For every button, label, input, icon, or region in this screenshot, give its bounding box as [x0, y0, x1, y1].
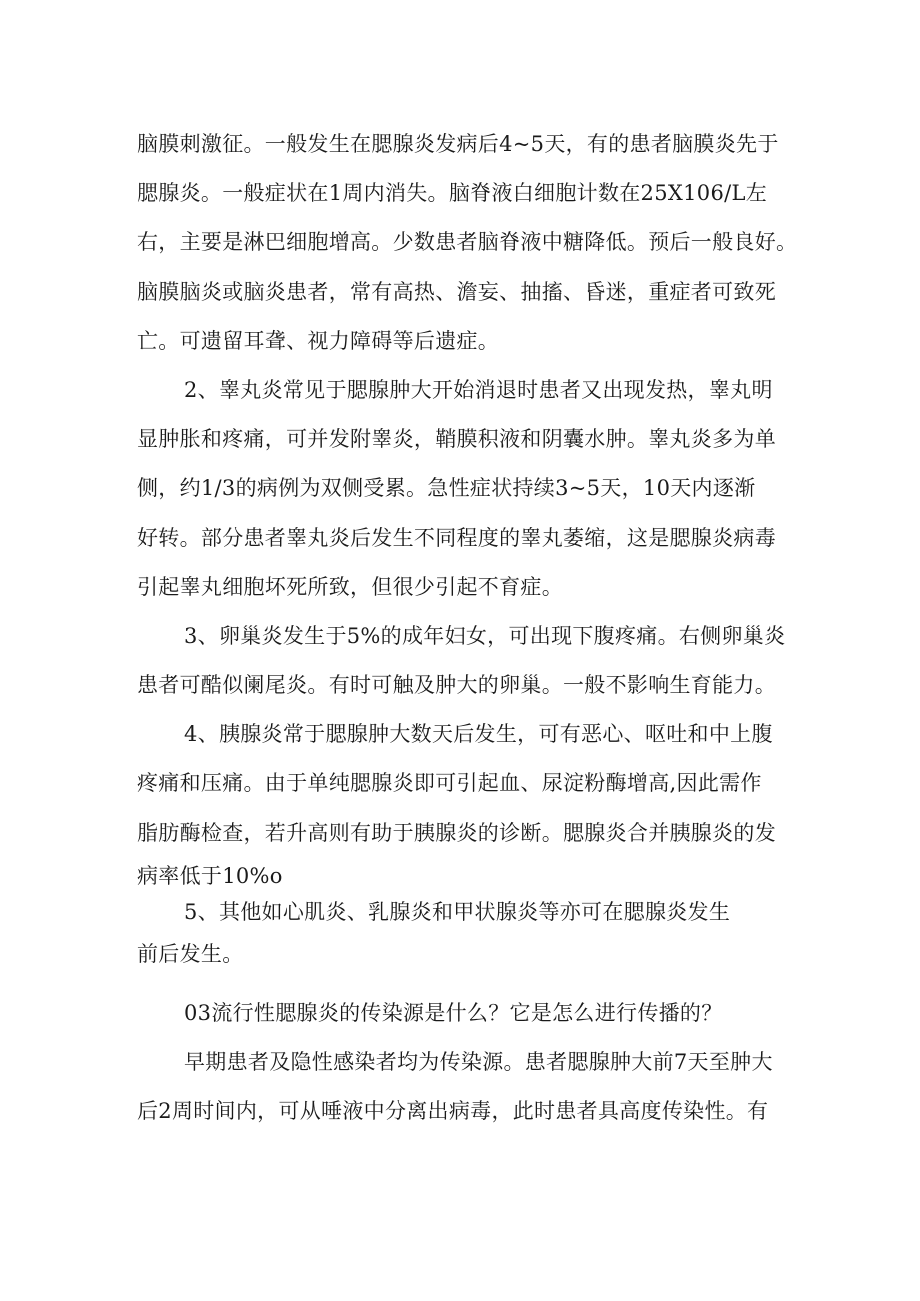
text-line: 脑膜脑炎或脑炎患者，常有高热、澹妄、抽搐、昏迷，重症者可致死 [137, 279, 776, 304]
text-line: 引起睾丸细胞坏死所致，但很少引起不育症。 [137, 574, 563, 599]
document-body [137, 120, 797, 1137]
text-line: 前后发生。 [137, 941, 244, 966]
text-line: 疼痛和压痛。由于单纯腮腺炎即可引起血、尿淀粉酶增高,因此需作 [137, 771, 762, 796]
text-line: 患者可酷似阑尾炎。有时可触及肿大的卵巢。一般不影响生育能力。 [137, 673, 776, 698]
text-line: 病率低于10%o [137, 863, 283, 888]
text-line: 脑膜刺激征。一般发生在腮腺炎发病后4~5天，有的患者脑膜炎先于 [137, 132, 779, 156]
text-line: 腮腺炎。一般症状在1周内消失。脑脊液白细胞计数在25X106/L左 [137, 181, 768, 206]
text-line: 脂肪酶检查，若升高则有助于胰腺炎的诊断。腮腺炎合并胰腺炎的发 [137, 820, 776, 845]
paragraph-start-line: 3、卵巢炎发生于5%的成年妇女，可出现下腹疼痛。右侧卵巢炎 [184, 623, 786, 648]
paragraph-start-line: 5、其他如心肌炎、乳腺炎和甲状腺炎等亦可在腮腺炎发生 [184, 899, 731, 924]
paragraph-start-line: 早期患者及隐性感染者均为传染源。患者腮腺肿大前7天至肿大 [184, 1050, 773, 1075]
text-line: 亡。可遗留耳聋、视力障碍等后遗症。 [137, 328, 500, 353]
text-line: 右，主要是淋巴细胞增高。少数患者脑脊液中糖降低。预后一般良好。 [137, 230, 798, 255]
paragraph-start-line: 2、睾丸炎常见于腮腺肿大开始消退时患者又出现发热，睾丸明 [184, 377, 773, 402]
text-line: 侧，约1/3的病例为双侧受累。急性症状持续3~5天，10天内逐渐 [137, 476, 756, 501]
section-heading: 03流行性腮腺炎的传染源是什么？它是怎么进行传播的？ [184, 1001, 723, 1025]
paragraph-start-line: 4、胰腺炎常于腮腺肿大数天后发生，可有恶心、呕吐和中上腹 [184, 722, 773, 747]
text-line: 显肿胀和疼痛，可并发附睾炎，鞘膜积液和阴囊水肿。睾丸炎多为单 [137, 427, 776, 452]
text-line: 后2周时间内，可从唾液中分离出病毒，此时患者具高度传染性。有 [137, 1099, 769, 1124]
text-line: 好转。部分患者睾丸炎后发生不同程度的睾丸萎缩，这是腮腺炎病毒 [137, 525, 776, 550]
